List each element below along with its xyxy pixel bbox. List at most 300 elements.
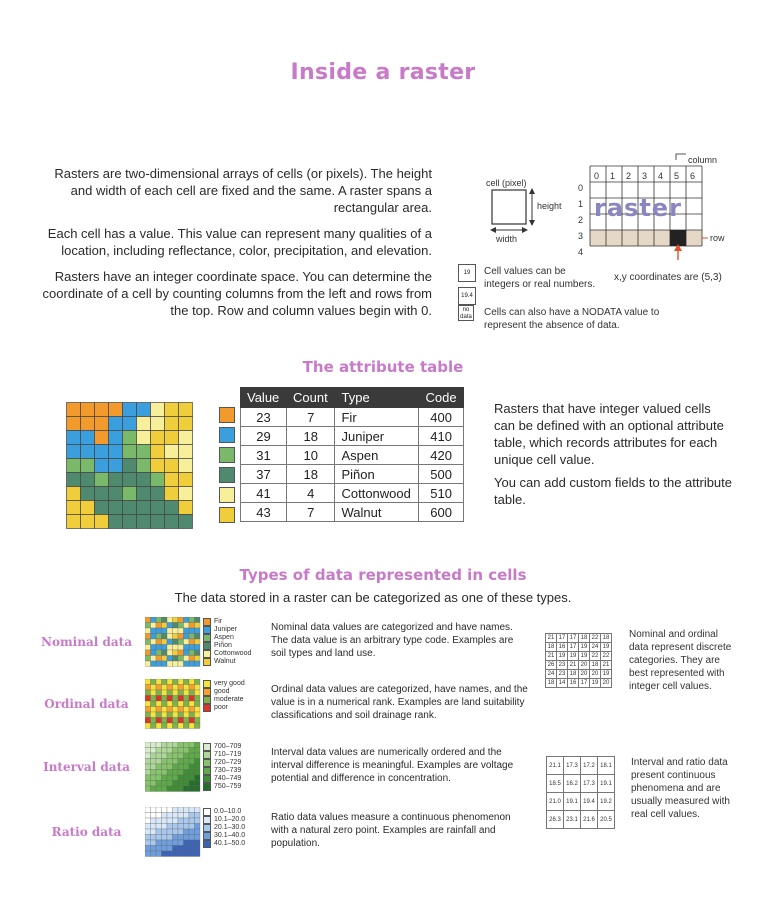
data-type-raster bbox=[145, 679, 201, 729]
attribute-cell-count: 10 bbox=[287, 446, 335, 465]
legend-swatch bbox=[203, 816, 211, 824]
raster-cell bbox=[167, 781, 173, 787]
raster-cell bbox=[145, 634, 151, 640]
legend-swatch bbox=[203, 650, 211, 658]
legend-text: good bbox=[214, 688, 230, 695]
raster-cell bbox=[151, 623, 157, 629]
raster-cell bbox=[156, 840, 162, 846]
value-grid-cell: 19 bbox=[579, 643, 590, 652]
raster-cell bbox=[137, 501, 151, 515]
raster-cell bbox=[173, 786, 179, 792]
raster-cell bbox=[81, 515, 95, 529]
attribute-description-1: Rasters that have integer valued cells can be defined with an optional attribute table, which records attributes for each unique cell value. bbox=[494, 401, 724, 467]
raster-cell bbox=[184, 748, 190, 754]
raster-cell bbox=[109, 515, 123, 529]
raster-cell bbox=[189, 835, 195, 841]
raster-cell bbox=[151, 445, 165, 459]
raster-cell bbox=[178, 813, 184, 819]
raster-cell bbox=[145, 764, 151, 770]
raster-cell bbox=[167, 639, 173, 645]
raster-cell bbox=[123, 487, 137, 501]
column-number: 4 bbox=[658, 171, 664, 181]
raster-cell bbox=[109, 403, 123, 417]
value-grid-cell: 23 bbox=[557, 670, 568, 679]
attribute-swatch bbox=[219, 487, 235, 503]
value-grid-row bbox=[547, 757, 615, 775]
raster-cell bbox=[145, 748, 151, 754]
attribute-description-2: You can add custom fields to the attribute table. bbox=[494, 475, 733, 507]
raster-cell bbox=[167, 813, 173, 819]
value-grid-cell: 17.3 bbox=[564, 757, 581, 775]
raster-cell bbox=[167, 840, 173, 846]
raster-cell bbox=[165, 431, 179, 445]
legend-swatch bbox=[203, 634, 211, 642]
raster-cell bbox=[151, 764, 157, 770]
legend-entry bbox=[203, 680, 245, 688]
raster-cell bbox=[156, 690, 162, 696]
nodata-cell-example: no data bbox=[458, 305, 474, 321]
raster-cell bbox=[109, 459, 123, 473]
raster-cell bbox=[173, 696, 179, 702]
raster-cell bbox=[162, 807, 168, 813]
raster-cell bbox=[95, 515, 109, 529]
raster-cell bbox=[145, 829, 151, 835]
raster-cell bbox=[173, 639, 179, 645]
attribute-cell-value: 37 bbox=[241, 465, 287, 484]
raster-cell bbox=[162, 813, 168, 819]
raster-cell bbox=[178, 661, 184, 667]
raster-cell bbox=[179, 459, 193, 473]
raster-cell bbox=[173, 690, 179, 696]
value-grid-cell: 17 bbox=[568, 634, 579, 643]
raster-cell bbox=[189, 807, 195, 813]
attribute-cell-code: 510 bbox=[419, 484, 464, 503]
raster-cell bbox=[178, 781, 184, 787]
header-value: Value bbox=[241, 388, 287, 408]
raster-cell bbox=[195, 623, 201, 629]
real-value-grid bbox=[546, 756, 615, 829]
raster-cell bbox=[162, 775, 168, 781]
legend-entry bbox=[203, 840, 245, 848]
legend-text: 10.1–20.0 bbox=[214, 816, 246, 823]
header-code: Code bbox=[419, 388, 464, 408]
raster-cell bbox=[167, 748, 173, 754]
raster-cell bbox=[151, 829, 157, 835]
raster-cell bbox=[195, 650, 201, 656]
raster-cell bbox=[95, 445, 109, 459]
raster-cell bbox=[173, 707, 179, 713]
raster-cell bbox=[151, 824, 157, 830]
value-grid-cell: 18 bbox=[601, 634, 612, 643]
raster-cell bbox=[165, 473, 179, 487]
legend-text: Walnut bbox=[214, 658, 236, 665]
raster-cell bbox=[95, 431, 109, 445]
column-number: 0 bbox=[594, 171, 600, 181]
raster-cell bbox=[81, 445, 95, 459]
raster-cell bbox=[109, 431, 123, 445]
row-number: 3 bbox=[578, 231, 584, 241]
value-grid-row bbox=[546, 661, 612, 670]
legend-swatch bbox=[203, 808, 211, 816]
raster-cell bbox=[145, 718, 151, 724]
raster-cell bbox=[184, 690, 190, 696]
attribute-cell-code: 420 bbox=[419, 446, 464, 465]
row-number: 4 bbox=[578, 247, 584, 257]
raster-cell bbox=[173, 851, 179, 857]
legend-entry bbox=[203, 696, 245, 704]
intro-paragraph-1: Rasters are two-dimensional arrays of cells (or pixels). The height and width of each cell are fixed and the same. A raster spans a rectangular area. bbox=[54, 166, 432, 215]
legend-swatch bbox=[203, 743, 211, 751]
column-number: 1 bbox=[610, 171, 616, 181]
interval-ratio-note: Interval and ratio data present continuous phenomena and are usually measured with real cell values. bbox=[631, 757, 730, 820]
raster-cell bbox=[137, 459, 151, 473]
data-type-label: Ordinal data bbox=[44, 697, 129, 711]
raster-cell bbox=[156, 764, 162, 770]
raster-cell bbox=[162, 707, 168, 713]
intro-text bbox=[30, 165, 432, 328]
legend-entry bbox=[203, 832, 245, 840]
raster-cell bbox=[156, 634, 162, 640]
raster-cell bbox=[184, 781, 190, 787]
legend-swatch bbox=[203, 704, 211, 712]
raster-cell bbox=[195, 661, 201, 667]
raster-cell bbox=[178, 770, 184, 776]
raster-cell bbox=[189, 639, 195, 645]
raster-cell bbox=[95, 487, 109, 501]
attribute-cell-code: 500 bbox=[419, 465, 464, 484]
raster-cell bbox=[156, 645, 162, 651]
raster-cell bbox=[173, 829, 179, 835]
raster-cell bbox=[145, 759, 151, 765]
raster-cell bbox=[151, 473, 165, 487]
attribute-cell-count: 18 bbox=[287, 465, 335, 484]
raster-cell bbox=[195, 829, 201, 835]
raster-cell bbox=[195, 753, 201, 759]
raster-cell bbox=[123, 501, 137, 515]
value-grid-cell: 19 bbox=[601, 670, 612, 679]
value-grid-cell: 23.1 bbox=[564, 811, 581, 829]
raster-cell bbox=[178, 718, 184, 724]
raster-cell bbox=[162, 718, 168, 724]
attribute-cell-type: Aspen bbox=[335, 446, 419, 465]
raster-cell bbox=[184, 718, 190, 724]
raster-cell bbox=[178, 775, 184, 781]
raster-cell bbox=[189, 786, 195, 792]
raster-cell bbox=[195, 775, 201, 781]
raster-cell bbox=[167, 696, 173, 702]
value-grid-cell: 16.2 bbox=[564, 775, 581, 793]
raster-cell bbox=[162, 742, 168, 748]
raster-cell bbox=[189, 748, 195, 754]
raster-cell bbox=[178, 764, 184, 770]
raster-cell bbox=[151, 813, 157, 819]
raster-cell bbox=[173, 661, 179, 667]
raster-cell bbox=[184, 807, 190, 813]
column-leader-line bbox=[676, 154, 686, 160]
raster-cell bbox=[156, 661, 162, 667]
raster-cell bbox=[156, 712, 162, 718]
raster-cell bbox=[178, 723, 184, 729]
raster-cell bbox=[178, 679, 184, 685]
row-number: 1 bbox=[578, 199, 584, 209]
raster-cell bbox=[189, 753, 195, 759]
legend-entry bbox=[203, 650, 251, 658]
raster-cell bbox=[167, 628, 173, 634]
raster-cell bbox=[162, 781, 168, 787]
raster-cell bbox=[151, 840, 157, 846]
raster-cell bbox=[162, 690, 168, 696]
raster-cell bbox=[179, 431, 193, 445]
raster-cell bbox=[184, 835, 190, 841]
raster-cell bbox=[156, 846, 162, 852]
legend-text: 700–709 bbox=[214, 743, 242, 750]
raster-diagram bbox=[456, 150, 756, 340]
raster-cell bbox=[151, 487, 165, 501]
raster-cell bbox=[151, 515, 165, 529]
raster-cell bbox=[167, 645, 173, 651]
raster-cell bbox=[145, 846, 151, 852]
raster-cell bbox=[165, 445, 179, 459]
raster-cell bbox=[178, 846, 184, 852]
legend-text: Fir bbox=[214, 618, 223, 625]
raster-cell bbox=[178, 639, 184, 645]
raster-cell bbox=[145, 628, 151, 634]
integer-value-grid bbox=[545, 633, 612, 688]
raster-cell bbox=[145, 781, 151, 787]
raster-cell bbox=[189, 818, 195, 824]
raster-cell bbox=[145, 807, 151, 813]
raster-cell bbox=[162, 639, 168, 645]
single-cell bbox=[492, 190, 526, 224]
raster-cell bbox=[189, 723, 195, 729]
value-grid-cell: 20.5 bbox=[598, 811, 615, 829]
raster-cell bbox=[156, 617, 162, 623]
raster-cell bbox=[195, 696, 201, 702]
types-subtitle: The data stored in a raster can be categorized as one of these types. bbox=[174, 590, 572, 605]
raster-cell bbox=[145, 712, 151, 718]
raster-cell bbox=[195, 846, 201, 852]
raster-cell bbox=[178, 829, 184, 835]
legend-text: poor bbox=[214, 704, 229, 711]
raster-cell bbox=[81, 487, 95, 501]
attribute-cell-type: Juniper bbox=[335, 427, 419, 446]
raster-cell bbox=[145, 824, 151, 830]
raster-cell bbox=[167, 712, 173, 718]
legend-entry bbox=[203, 658, 251, 666]
legend-swatch bbox=[203, 688, 211, 696]
raster-cell bbox=[145, 623, 151, 629]
raster-cell bbox=[151, 459, 165, 473]
raster-cell bbox=[95, 403, 109, 417]
legend-entry bbox=[203, 634, 251, 642]
raster-cell bbox=[167, 623, 173, 629]
attribute-cell-value: 43 bbox=[241, 503, 287, 522]
integer-cell-example: 19 bbox=[458, 264, 476, 282]
raster-cell bbox=[178, 696, 184, 702]
legend-entry bbox=[203, 626, 251, 634]
attribute-swatch bbox=[219, 407, 235, 423]
attribute-swatch bbox=[219, 427, 235, 443]
legend-entry bbox=[203, 775, 241, 783]
raster-cell bbox=[184, 829, 190, 835]
raster-cell bbox=[167, 656, 173, 662]
raster-cell bbox=[195, 813, 201, 819]
raster-cell bbox=[162, 679, 168, 685]
raster-cell bbox=[151, 846, 157, 852]
raster-cell bbox=[167, 753, 173, 759]
raster-cell bbox=[151, 718, 157, 724]
raster-cell bbox=[184, 742, 190, 748]
raster-cell bbox=[156, 685, 162, 691]
raster-cell bbox=[167, 650, 173, 656]
raster-cell bbox=[162, 723, 168, 729]
raster-cell bbox=[156, 696, 162, 702]
raster-cell bbox=[195, 781, 201, 787]
value-grid-cell: 18 bbox=[546, 643, 557, 652]
raster-cell bbox=[156, 679, 162, 685]
raster-cell bbox=[145, 840, 151, 846]
raster-cell bbox=[145, 685, 151, 691]
raster-cell bbox=[151, 748, 157, 754]
data-type-legend bbox=[203, 808, 245, 848]
raster-cell bbox=[145, 661, 151, 667]
raster-cell bbox=[145, 690, 151, 696]
legend-swatch bbox=[203, 840, 211, 848]
value-grid-cell: 21 bbox=[546, 652, 557, 661]
legend-text: Aspen bbox=[214, 634, 234, 641]
value-grid-cell: 20 bbox=[601, 679, 612, 688]
raster-cell bbox=[156, 829, 162, 835]
raster-cell bbox=[151, 807, 157, 813]
raster-cell bbox=[167, 807, 173, 813]
raster-cell bbox=[195, 679, 201, 685]
raster-cell bbox=[173, 813, 179, 819]
raster-cell bbox=[184, 685, 190, 691]
raster-cell bbox=[189, 696, 195, 702]
raster-cell bbox=[151, 431, 165, 445]
raster-cell bbox=[137, 515, 151, 529]
value-grid-cell: 17 bbox=[557, 634, 568, 643]
raster-cell bbox=[137, 417, 151, 431]
legend-swatch bbox=[203, 696, 211, 704]
attribute-table bbox=[240, 387, 464, 522]
raster-cell bbox=[145, 701, 151, 707]
raster-cell bbox=[167, 690, 173, 696]
attribute-row bbox=[241, 446, 464, 465]
raster-cell bbox=[189, 685, 195, 691]
legend-swatch bbox=[203, 783, 211, 791]
value-grid-cell: 21.0 bbox=[547, 793, 564, 811]
legend-text: 20.1–30.0 bbox=[214, 824, 246, 831]
raster-cell bbox=[162, 623, 168, 629]
raster-cell bbox=[156, 639, 162, 645]
raster-cell bbox=[145, 775, 151, 781]
legend-text: Cottonwood bbox=[214, 650, 252, 657]
raster-cell bbox=[167, 770, 173, 776]
raster-cell bbox=[162, 712, 168, 718]
value-grid-cell: 16 bbox=[568, 679, 579, 688]
legend-text: 730–739 bbox=[214, 767, 242, 774]
raster-cell bbox=[167, 723, 173, 729]
raster-cell bbox=[195, 851, 201, 857]
legend-text: 40.1–50.0 bbox=[214, 840, 246, 847]
raster-cell bbox=[151, 617, 157, 623]
raster-cell bbox=[109, 487, 123, 501]
legend-entry bbox=[203, 642, 251, 650]
raster-cell bbox=[179, 417, 193, 431]
raster-cell bbox=[184, 696, 190, 702]
raster-cell bbox=[167, 718, 173, 724]
data-type-legend bbox=[203, 618, 251, 666]
raster-cell bbox=[162, 701, 168, 707]
legend-entry bbox=[203, 824, 245, 832]
raster-cell bbox=[189, 775, 195, 781]
attribute-row bbox=[241, 427, 464, 446]
raster-cell bbox=[109, 417, 123, 431]
raster-cell bbox=[137, 431, 151, 445]
raster-cell bbox=[156, 723, 162, 729]
legend-swatch bbox=[203, 751, 211, 759]
raster-cell bbox=[178, 701, 184, 707]
raster-cell bbox=[165, 515, 179, 529]
legend-swatch bbox=[203, 618, 211, 626]
raster-cell bbox=[167, 835, 173, 841]
raster-cell bbox=[173, 840, 179, 846]
raster-cell bbox=[184, 786, 190, 792]
cell-pixel-label: cell (pixel) bbox=[486, 178, 527, 188]
raster-cell bbox=[156, 656, 162, 662]
raster-cell bbox=[67, 487, 81, 501]
raster-cell bbox=[123, 403, 137, 417]
raster-cell bbox=[151, 701, 157, 707]
attribute-cell-count: 18 bbox=[287, 427, 335, 446]
raster-cell bbox=[137, 403, 151, 417]
header-type: Type bbox=[335, 388, 419, 408]
raster-cell bbox=[173, 775, 179, 781]
value-grid-row bbox=[546, 634, 612, 643]
legend-swatch bbox=[203, 680, 211, 688]
raster-cell bbox=[184, 824, 190, 830]
attribute-row bbox=[241, 465, 464, 484]
raster-cell bbox=[151, 851, 157, 857]
raster-cell bbox=[156, 748, 162, 754]
nominal-ordinal-note: Nominal and ordinal data represent discrete categories. They are best represented with integer cell values. bbox=[629, 629, 732, 692]
attribute-cell-count: 7 bbox=[287, 408, 335, 427]
raster-cell bbox=[123, 431, 137, 445]
raster-cell bbox=[173, 759, 179, 765]
attribute-cell-count: 4 bbox=[287, 484, 335, 503]
raster-cell bbox=[179, 403, 193, 417]
raster-cell bbox=[95, 417, 109, 431]
raster-cell bbox=[165, 417, 179, 431]
raster-cell bbox=[67, 445, 81, 459]
attribute-cell-type: Walnut bbox=[335, 503, 419, 522]
raster-cell bbox=[162, 685, 168, 691]
raster-cell bbox=[167, 679, 173, 685]
value-grid-row bbox=[547, 811, 615, 829]
raster-cell bbox=[189, 824, 195, 830]
value-grid-cell: 21.6 bbox=[581, 811, 598, 829]
raster-cell bbox=[81, 459, 95, 473]
raster-cell bbox=[173, 764, 179, 770]
attribute-row bbox=[241, 503, 464, 522]
raster-cell bbox=[195, 723, 201, 729]
raster-cell bbox=[151, 742, 157, 748]
column-number: 6 bbox=[690, 171, 696, 181]
raster-cell bbox=[162, 617, 168, 623]
data-type-label: Ratio data bbox=[51, 825, 122, 839]
intro-paragraph-3: Rasters have an integer coordinate space. You can determine the coordinate of a cell by counting columns from the left and rows from the top. Row and column values begin with 0. bbox=[42, 269, 432, 318]
